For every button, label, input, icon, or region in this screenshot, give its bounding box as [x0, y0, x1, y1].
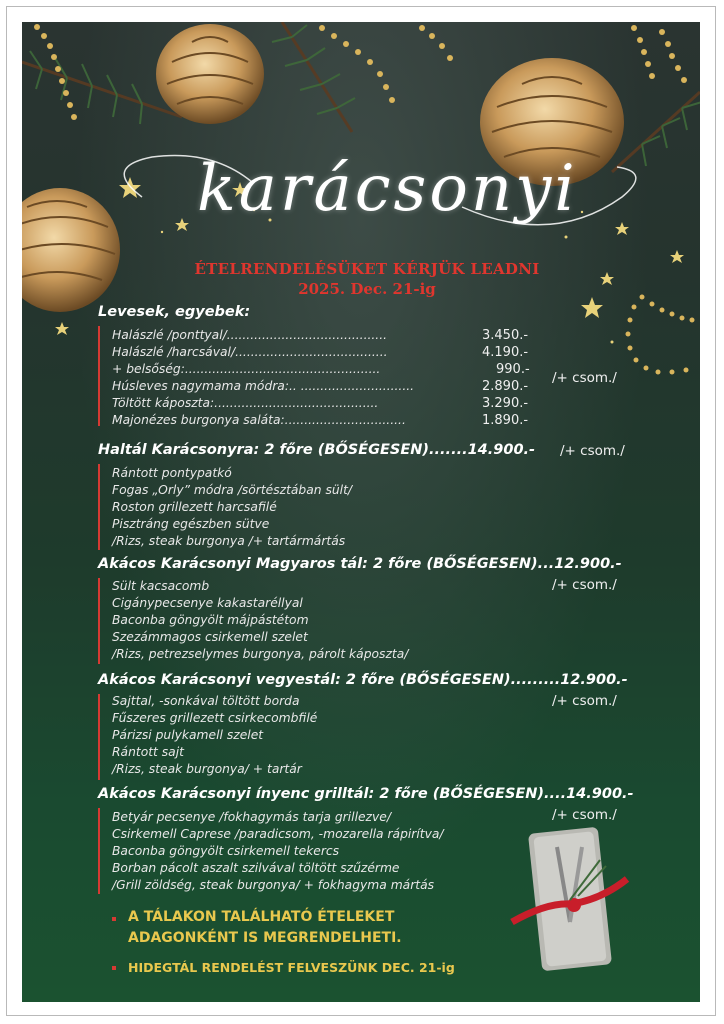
menu-price: 990.-: [496, 362, 530, 377]
menu-item: /Rizs, steak burgonya /+ tartármártás: [112, 534, 346, 548]
menu-item: Húsleves nagymama módra:.. .............................: [112, 379, 415, 393]
section-heading-grill-platter: Akácos Karácsonyi ínyenc grilltál: 2 főre (BŐSÉGESEN)....14.900.-: [98, 786, 634, 802]
bullet-marker: [112, 917, 116, 921]
menu-item: Betyár pecsenye /fokhagymás tarja grillezve/: [112, 810, 391, 824]
section-bar: [98, 694, 100, 780]
section-heading-hungarian-platter: Akácos Karácsonyi Magyaros tál: 2 főre (BŐSÉGESEN)...12.900.-: [98, 556, 622, 572]
chalkboard-background: [22, 22, 700, 1002]
menu-item: Töltött káposzta:..........................................: [112, 396, 379, 410]
title-script: karácsonyi: [197, 152, 578, 226]
section-bar: [98, 464, 100, 550]
menu-item: /Rizs, steak burgonya/ + tartár: [112, 762, 302, 776]
packaging-note: /+ csom./: [552, 693, 617, 709]
menu-item: Halászlé /ponttyal/.........................................: [112, 328, 388, 342]
section-heading-mixed-platter: Akácos Karácsonyi vegyestál: 2 főre (BŐSÉGESEN).........12.900.-: [98, 672, 628, 688]
menu-item: Baconba göngyölt csirkemell tekercs: [112, 844, 340, 858]
menu-item: Roston grillezett harcsafilé: [112, 500, 277, 514]
menu-item: Borban pácolt aszalt szilvával töltött szűzérme: [112, 861, 400, 875]
note-portion-order-2: ADAGONKÉNT IS MEGRENDELHETI.: [128, 930, 402, 946]
section-heading-soups: Levesek, egyebek:: [98, 304, 251, 320]
pinecone-icon: [22, 188, 120, 312]
menu-item: Rántott pontypatkó: [112, 466, 232, 480]
menu-item: + belsőség:..................................................: [112, 362, 381, 376]
menu-item: Baconba göngyölt májpástétom: [112, 613, 309, 627]
note-portion-order: A TÁLAKON TALÁLHATÓ ÉTELEKET: [128, 909, 395, 925]
packaging-note: /+ csom./: [560, 443, 625, 459]
menu-item: Sült kacsacomb: [112, 579, 210, 593]
section-bar: [98, 578, 100, 664]
packaging-note: /+ csom./: [552, 577, 617, 593]
bullet-marker: [112, 966, 116, 970]
menu-item: Sajttal, -sonkával töltött borda: [112, 694, 300, 708]
menu-item: Cigánypecsenye kakastaréllyal: [112, 596, 303, 610]
menu-item: /Rizs, petrezselymes burgonya, párolt káposzta/: [112, 647, 409, 661]
packaging-note: /+ csom./: [552, 370, 617, 386]
menu-item: /Grill zöldség, steak burgonya/ + fokhagyma mártás: [112, 878, 435, 892]
menu-item: Fűszeres grillezett csirkecombfilé: [112, 711, 318, 725]
section-bar: [98, 808, 100, 894]
order-deadline-date: 2025. Dec. 21-ig: [298, 280, 436, 298]
menu-item: Majonézes burgonya saláta:...............................: [112, 413, 406, 427]
menu-price: 2.890.-: [482, 379, 529, 394]
menu-item: Halászlé /harcsával/.......................................: [112, 345, 388, 359]
menu-item: Csirkemell Caprese /paradicsom, -mozarella rápirítva/: [112, 827, 444, 841]
menu-price: 4.190.-: [482, 345, 529, 360]
packaging-note: /+ csom./: [552, 807, 617, 823]
menu-item: Pisztráng egészben sütve: [112, 517, 270, 531]
section-heading-fish-platter: Haltál Karácsonyra: 2 főre (BŐSÉGESEN).......14.900.-: [98, 442, 536, 458]
menu-item: Szezámmagos csirkemell szelet: [112, 630, 308, 644]
pinecone-icon: [156, 24, 264, 124]
menu-price: 1.890.-: [482, 413, 529, 428]
note-cold-platter: HIDEGTÁL RENDELÉST FELVESZÜNK DEC. 21-ig: [128, 960, 455, 975]
menu-item: Rántott sajt: [112, 745, 184, 759]
menu-item: Párizsi pulykamell szelet: [112, 728, 264, 742]
menu-price: 3.450.-: [482, 328, 529, 343]
menu-price: 3.290.-: [482, 396, 529, 411]
menu-item: Fogas „Orly” módra /sörtésztában sült/: [112, 483, 353, 497]
order-deadline-notice: ÉTELRENDELÉSÜKET KÉRJÜK LEADNI: [194, 260, 540, 278]
cutlery-napkin-icon: [512, 827, 627, 972]
section-bar: [98, 326, 100, 426]
